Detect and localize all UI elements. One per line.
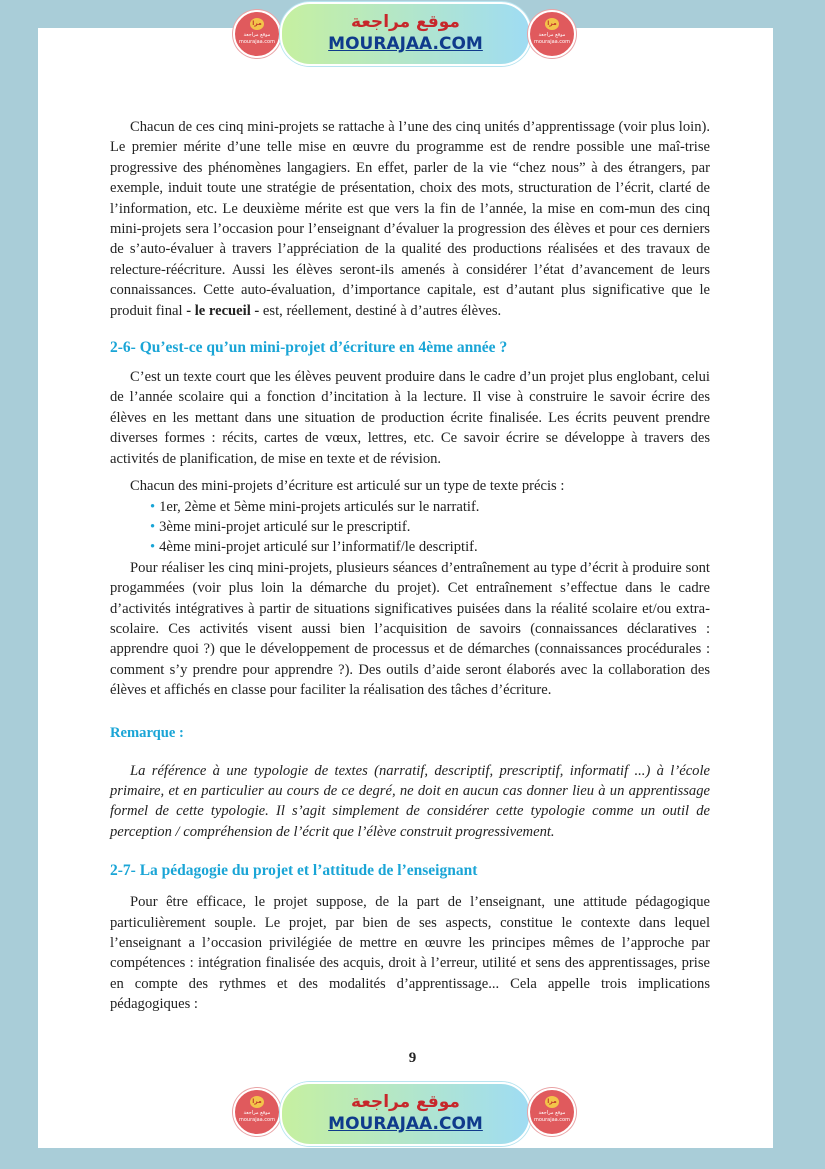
remarque-text: La référence à une typologie de textes (narratif, descriptif, prescriptif, informatif ...) à l’école primaire, et en particulier au cours de ce degré, ne doit en aucun cas donner lieu à un apprentissage formel de cette typologie. Il s’agit simplement de considérer cette typologie comme un outil de perception / compréhension de l’écrit que l’élève construit progressivement. <box>110 762 710 840</box>
logo-text-arabic: موقع مراجعة <box>243 1110 271 1116</box>
section-2-7-paragraph: Pour être efficace, le projet suppose, de la part de l’enseignant, une attitude pédagogique particulièrement souple. Le projet, par bien de ses aspects, constitue le contexte dans lequel l’enseignant a l’occasion privilégiée de mettre en œuvre les principes mêmes de l’approche par compétences : intégration finalisée des acquis, droit à l’erreur, utilité et sens des apprentissages, prise en compte des rythmes et des modalités d’apprentissage... Cela appelle trois implications pédagogiques : <box>110 894 710 1013</box>
logo-text-arabic: موقع مراجعة <box>538 1110 566 1116</box>
logo-text-arabic: موقع مراجعة <box>538 32 566 38</box>
document-body <box>110 117 710 1015</box>
intro-text: Chacun de ces cinq mini-projets se rattache à l’une des cinq unités d’apprentissage (voir plus loin). Le premier mérite d’une telle mise en œuvre du programme est de rendre possible une maî-trise progressive des phénomènes langagiers. En effet, parler de la vie “chez nous” à des étrangers, par exemple, induit toute une stratégie de présentation, choix des mots, structuration de l’écrit, clarté de l’information, etc. Le deuxième mérite est que vers la fin de l’année, la mise en com-mun des cinq mini-projets sera l’occasion pour l’enseignant d’évaluer la progression des élèves et pour ces derniers de s’auto-évaluer à travers l’appréciation de la qualité des productions réalisées et des travaux de relecture-réécriture. Aussi les élèves seront-ils amenés à considérer l’état d’avancement de leurs connaissances. Cette auto-évaluation, d’importance capitale, est d’autant plus significative que le produit final <box>110 119 710 319</box>
text-type-list <box>110 497 710 558</box>
banner-site-link[interactable]: MOURAJAA.COM <box>328 1114 483 1134</box>
logo-badge: مرا <box>250 1096 264 1108</box>
intro-bold-text: - le recueil - <box>186 302 260 319</box>
bullet-icon: • <box>150 518 156 535</box>
list-intro: Chacun des mini-projets d’écriture est articulé sur un type de texte précis : <box>130 478 565 495</box>
list-item <box>150 517 710 537</box>
site-logo-left-top[interactable] <box>233 10 281 58</box>
bullet-icon: • <box>150 498 156 515</box>
banner-arabic-title: موقع مراجعة <box>351 1092 460 1112</box>
list-item-text: 3ème mini-projet articulé sur le prescriptif. <box>159 518 411 535</box>
list-item-text: 1er, 2ème et 5ème mini-projets articulés sur le narratif. <box>159 498 480 515</box>
banner-site-link[interactable]: MOURAJAA.COM <box>328 34 483 54</box>
remarque-heading: Remarque : <box>110 724 184 741</box>
logo-text-latin: mourajaa.com <box>238 39 275 45</box>
logo-text-arabic: موقع مراجعة <box>243 32 271 38</box>
site-banner-top[interactable] <box>280 2 531 66</box>
logo-text-latin: mourajaa.com <box>533 1117 570 1123</box>
list-item <box>150 537 710 557</box>
site-logo-right-bottom[interactable] <box>528 1088 576 1136</box>
list-item-text: 4ème mini-projet articulé sur l’informatif/le descriptif. <box>159 539 478 556</box>
logo-badge: مرا <box>545 1096 559 1108</box>
logo-badge: مرا <box>545 18 559 30</box>
bullet-icon: • <box>150 539 156 556</box>
intro-text-end: est, réellement, destiné à d’autres élèves. <box>259 302 502 319</box>
logo-badge: مرا <box>250 18 264 30</box>
site-logo-right-top[interactable] <box>528 10 576 58</box>
banner-arabic-title: موقع مراجعة <box>351 12 460 32</box>
site-banner-bottom[interactable] <box>280 1082 531 1146</box>
logo-text-latin: mourajaa.com <box>238 1117 275 1123</box>
intro-paragraph <box>110 117 710 321</box>
list-item <box>150 497 710 517</box>
logo-text-latin: mourajaa.com <box>533 39 570 45</box>
section-heading-2-7: 2-7- La pédagogie du projet et l’attitude de l’enseignant <box>110 862 478 880</box>
section-2-6-paragraph-2: Pour réaliser les cinq mini-projets, plusieurs séances d’entraînement au type d’écrit à produire sont progammées (voir plus loin la démarche du projet). Cet entraînement s’effectue dans le cadre d’activités intégratives à partir de situations significatives puisées dans la réalité scolaire et/ou extra-scolaire. Ces activités visent aussi bien l’acquisition de savoirs (connaissances déclaratives : apprendre quoi ?) que le développement de processus et de démarches (connaissances procédurales : comment s’y prendre pour apprendre ?). Des outils d’aide seront élaborés avec la collaboration des élèves et affichés en classe pour faciliter la réalisation des tâches d’écriture. <box>110 559 710 699</box>
section-2-6-paragraph-1: C’est un texte court que les élèves peuvent produire dans le cadre d’un projet plus englobant, celui de l’année scolaire qui a fonction d’incitation à la lecture. Il vise à construire le savoir écrire des élèves en les mettant dans une situation de production écrite finalisée. Les écrits peuvent prendre diverses formes : récits, cartes de vœux, lettres, etc. Ce savoir écrire se développe à travers des activités de planification, de mise en texte et de révision. <box>110 369 710 467</box>
page-number: 9 <box>408 1050 417 1066</box>
section-heading-2-6: 2-6- Qu’est-ce qu’un mini-projet d’écriture en 4ème année ? <box>110 339 508 357</box>
site-logo-left-bottom[interactable] <box>233 1088 281 1136</box>
